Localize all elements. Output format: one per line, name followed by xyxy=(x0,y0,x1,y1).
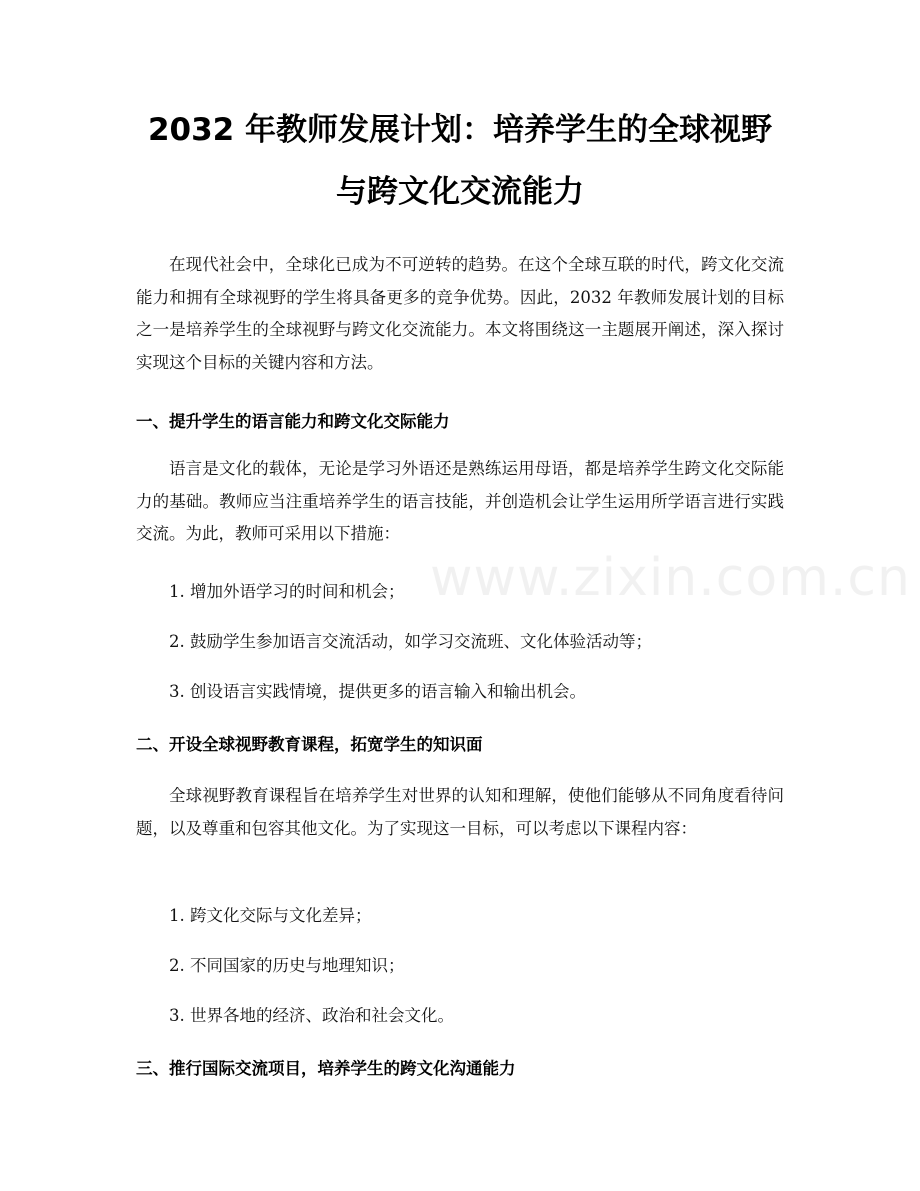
section-1-heading: 一、提升学生的语言能力和跨文化交际能力 xyxy=(136,412,450,431)
section-2-paragraph: 全球视野教育课程旨在培养学生对世界的认知和理解，使他们能够从不同角度看待问题，以及尊重和包容其他文化。为了实现这一目标，可以考虑以下课程内容： xyxy=(136,786,784,838)
watermark-text: www.zixin.com.cn xyxy=(430,548,911,608)
intro-paragraph: 在现代社会中，全球化已成为不可逆转的趋势。在这个全球互联的时代，跨文化交流能力和拥有全球视野的学生将具备更多的竞争优势。因此，2032 年教师发展计划的目标之一是培养学生的全球视野与跨文化交流能力。本文将围绕这一主题展开阐述，深入探讨实现这个目标的关键内容和方法。 xyxy=(136,255,784,372)
section-3-heading: 三、推行国际交流项目，培养学生的跨文化沟通能力 xyxy=(136,1059,516,1078)
section-1-list-item-2: 2. 鼓励学生参加语言交流活动，如学习交流班、文化体验活动等； xyxy=(169,632,652,651)
document-title-line-2: 与跨文化交流能力 xyxy=(336,174,584,210)
section-1-list-item-3: 3. 创设语言实践情境，提供更多的语言输入和输出机会。 xyxy=(169,682,586,701)
section-1-paragraph: 语言是文化的载体，无论是学习外语还是熟练运用母语，都是培养学生跨文化交际能力的基础。教师应当注重培养学生的语言技能，并创造机会让学生运用所学语言进行实践交流。为此，教师可采用以下措施： xyxy=(136,459,784,543)
section-2-heading: 二、开设全球视野教育课程，拓宽学生的知识面 xyxy=(136,735,483,754)
section-1-list-item-1: 1. 增加外语学习的时间和机会； xyxy=(169,582,405,601)
section-2-list-item-3: 3. 世界各地的经济、政治和社会文化。 xyxy=(169,1006,454,1025)
section-2-list-item-2: 2. 不同国家的历史与地理知识； xyxy=(169,956,405,975)
section-2-list-item-1: 1. 跨文化交际与文化差异； xyxy=(169,906,372,925)
document-title-line-1: 2032 年教师发展计划：培养学生的全球视野 xyxy=(147,112,773,148)
